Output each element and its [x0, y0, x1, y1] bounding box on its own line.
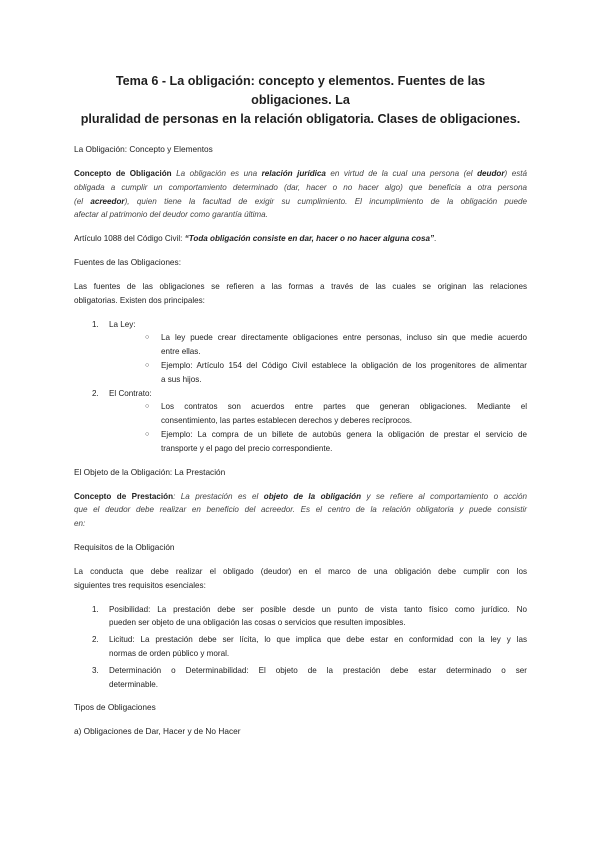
list-item-label: La Ley: [109, 319, 136, 329]
circle-bullet-icon: ○ [145, 361, 150, 369]
list-item-determinacion: 3. Determinación o Determinabilidad: El objeto de la prestación debe estar determinado o ser determinable. [92, 665, 527, 689]
subheading-dar-hacer: a) Obligaciones de Dar, Hacer y de No Hacer [74, 726, 241, 737]
paragraph-fuentes-intro: Las fuentes de las obligaciones se refieren a las formas a través de las cuales se originan las relaciones obligatorias. Existen dos principales: [74, 281, 527, 305]
list-item: ○ La ley puede crear directamente obligaciones entre personas, incluso sin que medie acuerdo entre ellas. [145, 333, 527, 357]
circle-bullet-icon: ○ [145, 403, 150, 411]
list-item-posibilidad: 1. Posibilidad: La prestación debe ser posible desde un punto de vista tanto físico como jurídico. No pueden ser objeto de una obligación las cosas o servicios que resulten imposibles. [92, 604, 527, 628]
paragraph-concepto-prestacion: Concepto de Prestación: La prestación es el objeto de la obligación y se refiere al comportamiento o acción que el deudor debe realizar en beneficio del acreedor. Es el centro de la relación obligatoria y puede consistir en: [74, 491, 527, 529]
paragraph-articulo-1088: Artículo 1088 del Código Civil: “Toda obligación consiste en dar, hacer o no hacer alguna cosa”. [74, 234, 437, 244]
fuentes-list [74, 318, 527, 456]
title-line-2: pluralidad de personas en la relación obligatoria. Clases de obligaciones. [80, 112, 521, 126]
list-item-licitud: 2. Licitud: La prestación debe ser lícita, lo que implica que debe estar en conformidad con la ley y las normas de orden público y moral. [92, 635, 527, 658]
page-title [74, 72, 527, 129]
paragraph-requisitos-intro: La conducta que debe realizar el obligado (deudor) en el marco de una obligación debe cumplir con los siguientes tres requisitos esenciales: [74, 566, 527, 590]
label-concepto-prestacion: Concepto de Prestación [74, 491, 174, 501]
heading-objeto: El Objeto de la Obligación: La Prestación [74, 466, 226, 477]
circle-bullet-icon: ○ [145, 430, 150, 438]
list-item-ley: 1. La Ley: ○ La ley puede crear directamente obligaciones entre personas, incluso sin que medie acuerdo entre ellas. ○ Ejemplo: Artículo 154 del Código Civil establece la obligación de los progenitores de alimentar a sus hijos. [74, 318, 527, 387]
heading-fuentes: Fuentes de las Obligaciones: [74, 256, 182, 267]
list-item-contrato: 2. El Contrato: ○ Los contratos son acuerdos entre partes que generan obligaciones. Mediante el consentimiento, las partes establecen derechos y deberes recíprocos. ○ Ejemplo: La compra de un billete de autobús genera la obligación de prestar el servicio de transporte y el pago del precio correspondiente. [74, 387, 527, 456]
list-item-label: El Contrato: [109, 388, 152, 398]
title-line-1: Tema 6 - La obligación: concepto y elementos. Fuentes de las obligaciones. La [115, 74, 486, 107]
sublist-contrato [109, 400, 527, 455]
heading-requisitos: Requisitos de la Obligación [74, 541, 175, 552]
heading-obligacion: La Obligación: Concepto y Elementos [74, 144, 213, 154]
list-item: ○ Ejemplo: La compra de un billete de autobús genera la obligación de prestar el servicio de transporte y el pago del precio correspondiente. [145, 429, 527, 453]
paragraph-concepto-obligacion: Concepto de Obligación La obligación es una relación jurídica en virtud de la cual una persona (el deudor) está obligada a cumplir un comportamiento determinado (dar, hacer o no hacer algo) que beneficia a otra persona (el acreedor), quien tiene la facultad de exigir su cumplimiento. El incumplimiento de la obligación puede afectar al patrimonio del deudor como garantía última. [74, 169, 528, 220]
requisitos-list [74, 603, 527, 692]
list-item: ○ Los contratos son acuerdos entre partes que generan obligaciones. Mediante el consentimiento, las partes establecen derechos y deberes recíprocos. [145, 402, 527, 426]
circle-bullet-icon: ○ [145, 334, 150, 342]
list-item: ○ Ejemplo: Artículo 154 del Código Civil establece la obligación de los progenitores de alimentar a sus hijos. [145, 360, 527, 384]
label-concepto-obligacion: Concepto de Obligación [74, 169, 172, 178]
sublist-ley [109, 331, 527, 386]
heading-tipos: Tipos de Obligaciones [74, 702, 156, 713]
